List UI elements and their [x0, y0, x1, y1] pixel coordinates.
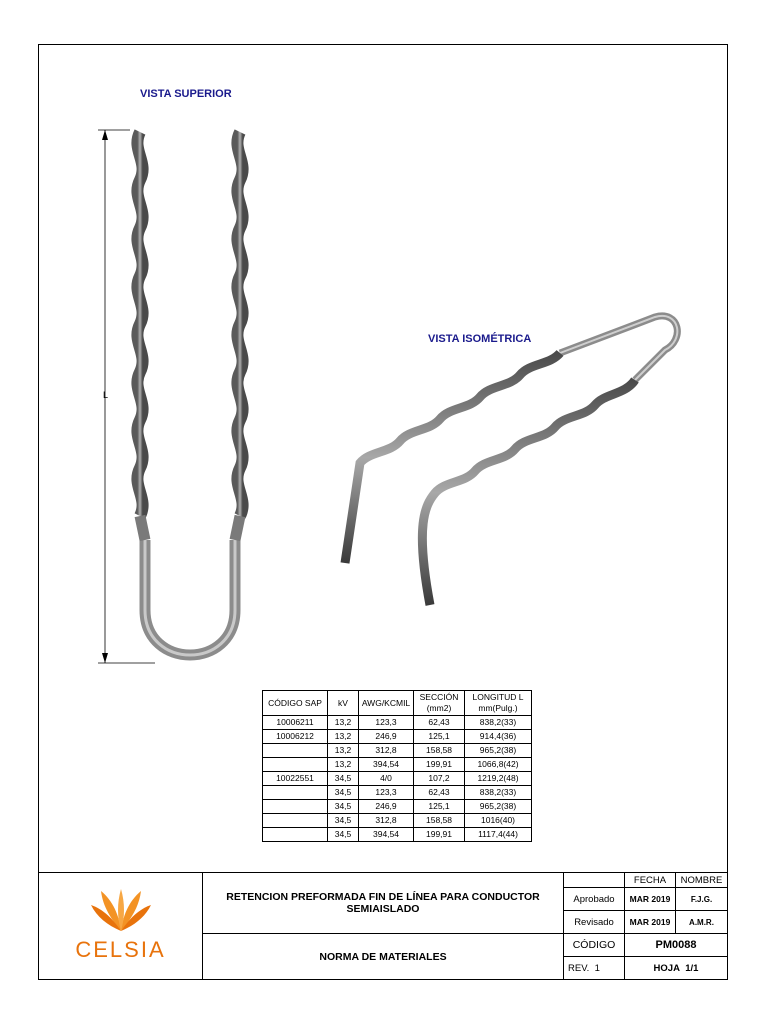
- table-row: 10022551 34,5 4/0 107,2 1219,2(48): [263, 772, 532, 786]
- specification-table: [262, 690, 532, 842]
- blank-header-cell: [563, 872, 625, 888]
- table-row: 34,5 312,8 158,58 1016(40): [263, 814, 532, 828]
- aprobado-nombre: F.J.G.: [675, 887, 728, 911]
- hoja-value: 1/1: [685, 962, 699, 974]
- table-row: 13,2 394,54 199,91 1066,8(42): [263, 758, 532, 772]
- isometric-view-drawing: [335, 305, 695, 625]
- revisado-label: Revisado: [563, 910, 625, 934]
- header-kv: kV: [328, 691, 359, 716]
- iso-loop: [560, 316, 677, 380]
- header-longitud: LONGITUD L mm(Pulg.): [465, 691, 532, 716]
- u-bend: [145, 540, 235, 655]
- revisado-fecha: MAR 2019: [624, 910, 676, 934]
- title-block: [38, 872, 728, 980]
- codigo-label: CÓDIGO: [563, 933, 625, 957]
- table-row: 34,5 394,54 199,91 1117,4(44): [263, 828, 532, 842]
- company-name: CELSIA: [75, 937, 166, 962]
- left-helix-leg: [137, 132, 142, 516]
- table-row: 34,5 246,9 125,1 965,2(38): [263, 800, 532, 814]
- table-header-row: [263, 691, 532, 716]
- header-codigo-sap: CÓDIGO SAP: [263, 691, 328, 716]
- rev-cell: [563, 956, 625, 980]
- rev-label: REV.: [568, 962, 590, 974]
- isometric-view-label: VISTA ISOMÉTRICA: [428, 333, 532, 345]
- header-seccion: SECCIÓN (mm2): [414, 691, 465, 716]
- aprobado-fecha: MAR 2019: [624, 887, 676, 911]
- right-helix-leg: [237, 132, 242, 516]
- aprobado-label: Aprobado: [563, 887, 625, 911]
- table-row: 13,2 312,8 158,58 965,2(38): [263, 744, 532, 758]
- codigo-value: PM0088: [624, 933, 728, 957]
- document-subtitle: NORMA DE MATERIALES: [202, 933, 564, 980]
- logo-cell: [38, 872, 203, 980]
- table-row: 34,5 123,3 62,43 838,2(33): [263, 786, 532, 800]
- revisado-nombre: A.M.R.: [675, 910, 728, 934]
- hoja-cell: [624, 956, 728, 980]
- document-title: RETENCION PREFORMADA FIN DE LÍNEA PARA CONDUCTOR SEMIAISLADO: [202, 872, 564, 934]
- celsia-logo-icon: [91, 889, 151, 933]
- hoja-label: HOJA: [653, 962, 680, 974]
- header-awg: AWG/KCMIL: [359, 691, 414, 716]
- nombre-header: NOMBRE: [675, 872, 728, 888]
- iso-upper-leg: [345, 353, 560, 563]
- table-row: 10006212 13,2 246,9 125,1 914,4(36): [263, 730, 532, 744]
- top-view-label: VISTA SUPERIOR: [140, 88, 232, 100]
- table-row: 10006211 13,2 123,3 62,43 838,2(33): [263, 716, 532, 730]
- top-view-drawing: [95, 120, 255, 680]
- fecha-header: FECHA: [624, 872, 676, 888]
- rev-value: 1: [594, 962, 600, 974]
- dimension-label-L: L: [103, 390, 109, 400]
